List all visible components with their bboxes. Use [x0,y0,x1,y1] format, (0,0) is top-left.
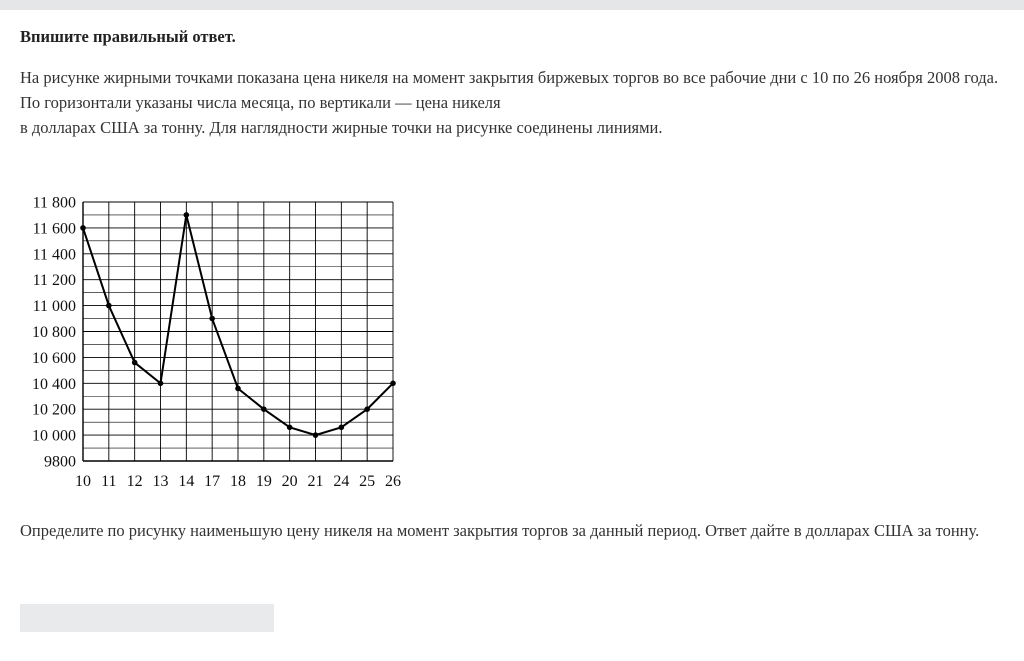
data-point [313,432,319,438]
data-point [364,406,370,412]
y-tick-label: 10 800 [32,324,76,341]
y-tick-label: 10 200 [32,401,76,419]
x-tick-label: 10 [75,473,91,490]
task-description-line-3: в долларах США за тонну. Для наглядности жирные точки на рисунке соединены линиями. [20,118,663,137]
x-tick-label: 11 [101,473,117,490]
data-point [106,303,112,309]
data-point [209,316,215,322]
nickel-price-chart [14,188,414,498]
data-point [390,381,396,387]
y-tick-label: 9800 [44,453,76,471]
y-tick-label: 11 200 [32,272,76,290]
y-tick-label: 10 400 [32,375,76,393]
task-description-line-2: По горизонтали указаны числа месяца, по вертикали — цена никеля [20,93,501,112]
chart-svg [14,188,414,498]
x-tick-label: 19 [255,473,272,490]
task-description [20,65,1000,140]
x-tick-label: 24 [333,473,350,490]
x-tick-label: 13 [152,473,169,490]
task-instruction: Впишите правильный ответ. [20,27,236,46]
data-point [235,386,241,392]
data-point [339,425,345,431]
data-point [80,225,86,231]
x-tick-label: 17 [204,473,221,490]
answer-input[interactable] [20,604,274,632]
data-point [287,425,293,431]
top-bar [0,0,1024,10]
task-content [20,26,1000,140]
task-description-line-1: На рисунке жирными точками показана цена никеля на момент закрытия биржевых торгов во все рабочие дни с 10 по 26 ноября 2008 года. [20,68,999,87]
y-tick-label: 10 000 [32,427,76,445]
data-point [184,212,190,218]
data-point [132,360,138,366]
x-tick-label: 20 [281,473,298,490]
x-tick-label: 25 [359,473,376,490]
x-tick-label: 21 [307,473,324,490]
data-point [261,406,267,412]
y-tick-label: 10 600 [32,349,76,367]
task-question: Определите по рисунку наименьшую цену никеля на момент закрытия торгов за данный период. Ответ дайте в долларах США за тонну. [20,521,980,540]
x-tick-label: 26 [385,473,401,490]
y-tick-label: 11 400 [32,246,76,264]
y-tick-label: 11 000 [32,298,76,316]
y-tick-label: 11 800 [32,194,76,212]
x-tick-label: 14 [178,473,195,490]
y-tick-label: 11 600 [32,220,76,238]
x-tick-label: 12 [126,473,143,490]
x-tick-label: 18 [230,473,246,490]
data-point [158,381,164,387]
